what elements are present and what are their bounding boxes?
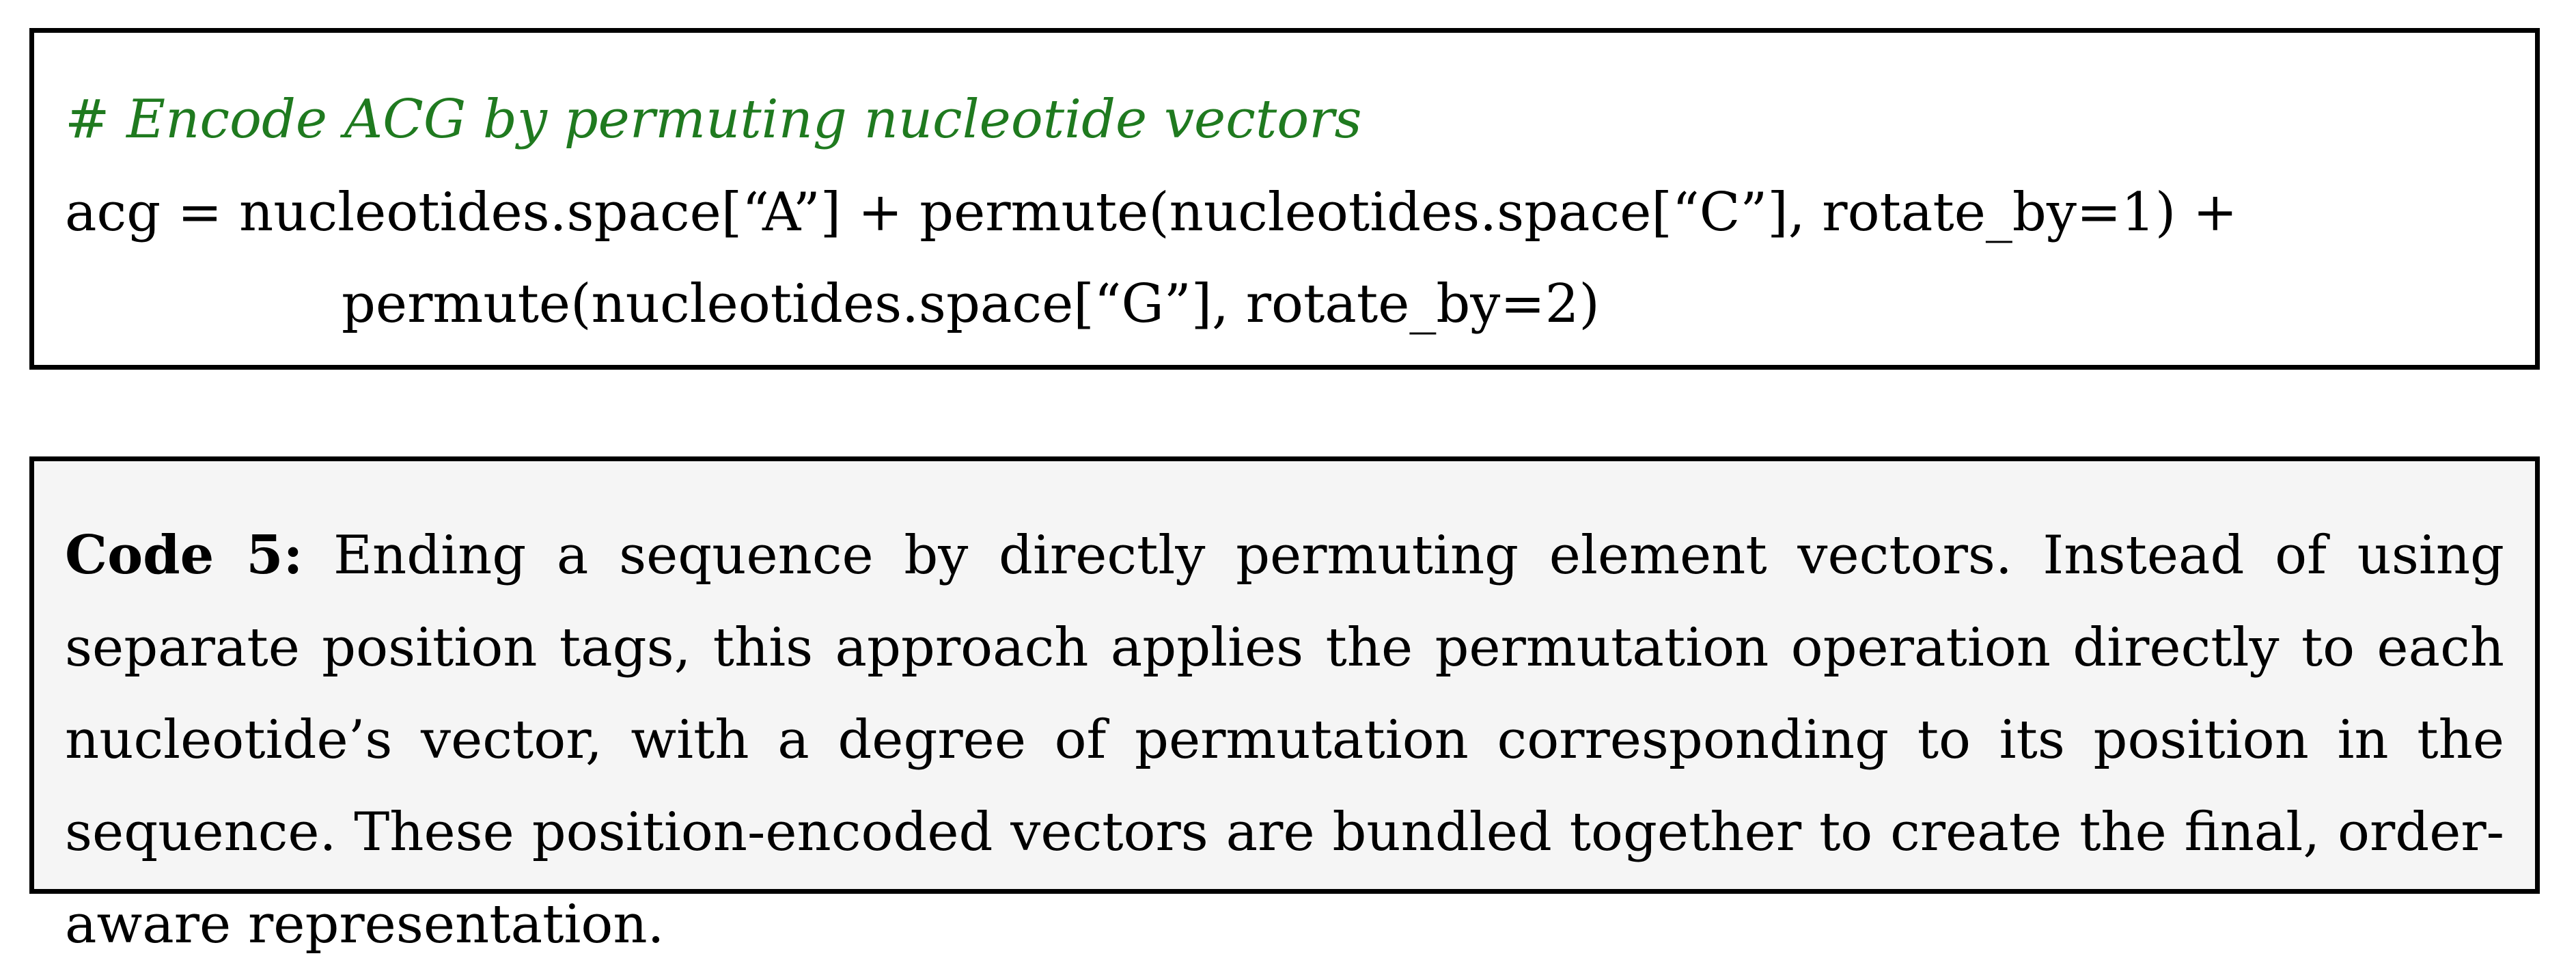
code-line-1: acg = nucleotides.space[“A”] + permute(nucleotides.space[“C”], rotate_by=1) + (65, 182, 2238, 243)
caption-body: Ending a sequence by directly permuting element vectors. Instead of using separate position tags, this approach applies the permutation operation directly to each nucleotide’s vector, with a degree of permutation corresponding to its position in the sequence. These position-encoded vectors are bundled together to create the final, order-aware representation. (65, 525, 2504, 955)
caption-box (29, 456, 2540, 955)
code-listing-box (29, 28, 2540, 370)
caption-label: Code 5: (65, 524, 303, 586)
caption-paragraph (65, 509, 2504, 971)
code-comment: # Encode ACG by permuting nucleotide vectors (65, 89, 1362, 150)
code-line-2: permute(nucleotides.space[“G”], rotate_by=2) (342, 273, 1600, 335)
